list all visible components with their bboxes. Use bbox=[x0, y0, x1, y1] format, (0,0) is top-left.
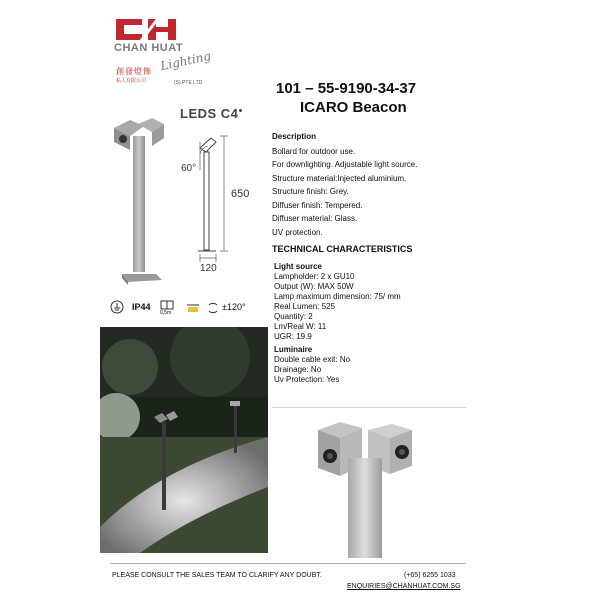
series-label: LEDS C4 bbox=[180, 106, 239, 121]
description-section bbox=[272, 130, 472, 239]
ip-rating: IP44 bbox=[132, 302, 151, 312]
product-name: ICARO Beacon bbox=[300, 99, 407, 116]
description-heading: Description bbox=[272, 132, 317, 141]
technical-heading: TECHNICAL CHARACTERISTICS bbox=[272, 244, 413, 254]
footer-notice: PLEASE CONSULT THE SALES TEAM TO CLARIFY ANY DOUBT. bbox=[112, 572, 322, 579]
description-line: Diffuser material: Glass. bbox=[272, 214, 358, 223]
class-one-icon bbox=[110, 300, 124, 314]
logo-brand: CHAN HUAT bbox=[114, 42, 184, 54]
footer-email[interactable]: ENQUIRIES@CHANHUAT.COM.SG bbox=[347, 583, 461, 590]
ch-logo-mark bbox=[112, 16, 182, 42]
spec-line: Output (W): MAX 50W bbox=[274, 282, 354, 291]
logo-script: Lighting bbox=[159, 48, 213, 74]
product-closeup bbox=[310, 418, 422, 558]
installation-photo bbox=[100, 327, 268, 553]
technical-spec bbox=[274, 262, 474, 385]
rotation-icon bbox=[207, 301, 219, 315]
dimension-width: 120 bbox=[200, 263, 217, 274]
description-line: Diffuser finish: Tempered. bbox=[272, 200, 363, 210]
logo-chinese: 創發燈飾 bbox=[116, 67, 152, 76]
spec-line: Real Lumen: 525 bbox=[274, 302, 335, 311]
distance-value: 0,5m bbox=[160, 310, 172, 316]
logo-chinese-small: 私人有限公司 bbox=[116, 78, 147, 84]
luminaire-heading: Luminaire bbox=[274, 345, 313, 354]
description-line: For downlighting. Adjustable light source. bbox=[272, 160, 418, 169]
light-source-heading: Light source bbox=[274, 262, 323, 271]
footer-divider bbox=[110, 563, 466, 564]
feature-icons bbox=[110, 300, 275, 318]
section-divider bbox=[272, 407, 466, 408]
spec-line: Lamp maximum dimension: 75/ mm bbox=[274, 292, 401, 301]
footer-phone: (+65) 6255 1033 bbox=[404, 572, 456, 579]
downlight-icon bbox=[185, 302, 201, 314]
product-code: 101 – 55-9190-34-37 bbox=[276, 80, 417, 97]
distance-icon bbox=[160, 300, 174, 310]
spec-line: Double cable exit: No bbox=[274, 355, 351, 364]
rotation-value: ±120° bbox=[222, 302, 246, 312]
dimension-height: 650 bbox=[231, 188, 250, 200]
spec-line: Uv Protection: Yes bbox=[274, 375, 340, 384]
dimension-drawing bbox=[178, 130, 260, 275]
company-logo bbox=[112, 16, 222, 88]
logo-pte: (S) PTE LTD bbox=[174, 80, 203, 86]
series-brand: LEDS C4● bbox=[180, 106, 244, 121]
spec-line: Drainage: No bbox=[274, 365, 322, 374]
spec-line: Lm/Real W: 11 bbox=[274, 322, 327, 331]
spec-line: Quantity: 2 bbox=[274, 312, 313, 321]
description-line: Structure material:Injected aluminium. bbox=[272, 173, 407, 183]
product-image bbox=[108, 114, 170, 286]
spec-line: UGR: 19.9 bbox=[274, 332, 312, 341]
description-line: Structure finish: Grey. bbox=[272, 187, 349, 196]
spec-line: Lampholder: 2 x GU10 bbox=[274, 272, 355, 281]
description-line: UV protection. bbox=[272, 227, 323, 237]
description-line: Bollard for outdoor use. bbox=[272, 146, 356, 156]
dimension-angle: 60° bbox=[181, 163, 197, 174]
